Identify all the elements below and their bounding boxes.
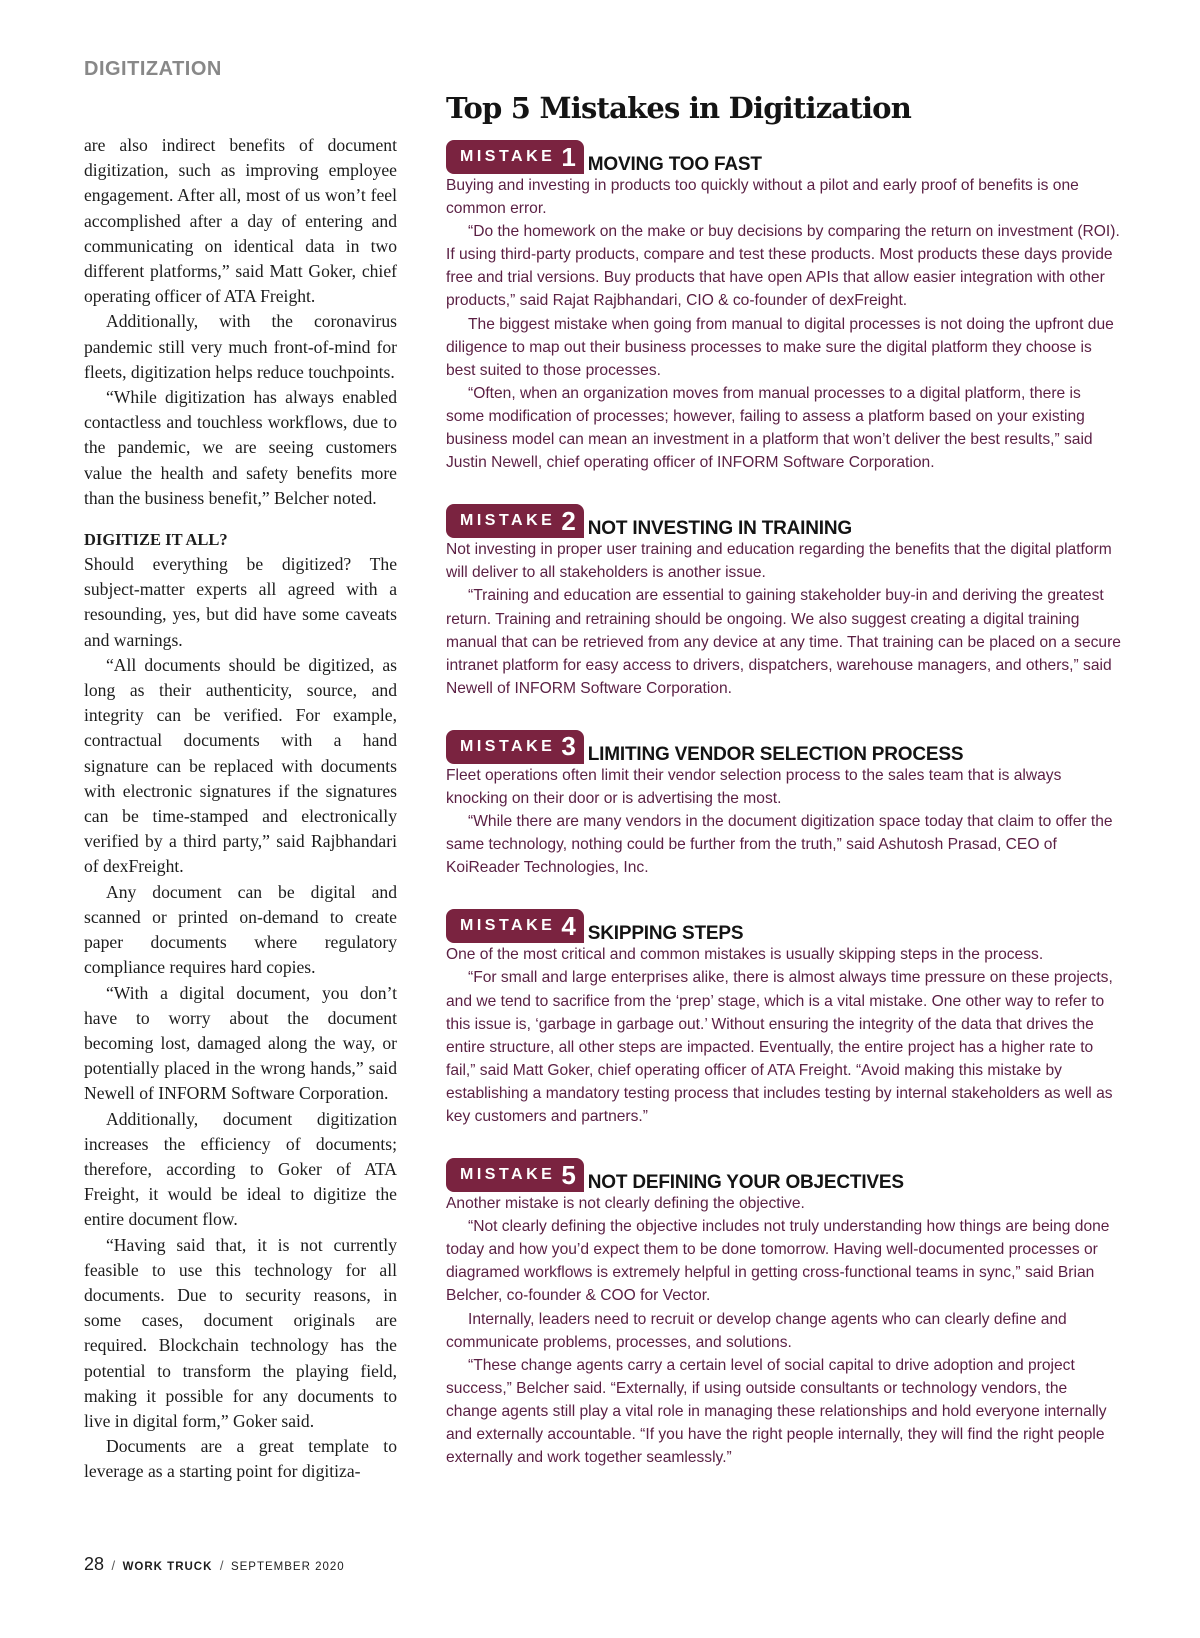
mistake-paragraph: Internally, leaders need to recruit or develop change agents who can clearly define and communicate problems, processes, and solutions.	[446, 1310, 1067, 1351]
mistake-paragraph: “Not clearly defining the objective includes not truly understanding how things are being done today and how you’d expect them to be done tomorrow. Having well-documented processes or diagramed workflows is extremely helpful in getting cross-functional teams in sync,” said Brian Belcher, co-founder & COO for Vector.	[446, 1218, 1110, 1305]
mistake-number: 1	[561, 141, 576, 172]
mistake-body	[446, 1192, 1122, 1469]
mistake-header	[446, 730, 1122, 764]
article-paragraph: Documents are a great template to leverage as a starting point for digitiza-	[84, 1436, 397, 1482]
mistake-paragraph: “For small and large enterprises alike, there is almost always time pressure on these projects, and we tend to sacrifice from the ‘prep’ stage, which is a vital mistake. One other way to refer to this issue is, ‘garbage in garbage out.’ Without ensuring the integrity of the data that drives the entire structure, all other steps are impacted. Eventually, the entire project has a higher rate to fail,” said Matt Goker, chief operating officer of ATA Freight. “Avoid making this mistake by establishing a mandatory testing process that includes testing by internal stakeholders as well as key customers and partners.”	[446, 969, 1113, 1125]
mistake-badge	[446, 730, 584, 764]
mistake-body	[446, 764, 1122, 879]
page-footer	[84, 1554, 345, 1575]
mistake-badge	[446, 140, 584, 174]
mistake-badge-word: MISTAKE	[460, 1166, 556, 1184]
mistake-header	[446, 140, 1122, 174]
mistake-paragraph: Fleet operations often limit their vendor selection process to the sales team that is always knocking on their door or is advertising the most.	[446, 766, 1062, 807]
mistake-paragraph: The biggest mistake when going from manual to digital processes is not doing the upfront due diligence to map out their business processes to make sure the digital platform they choose is best suited to those processes.	[446, 315, 1114, 379]
mistake-item	[446, 504, 1122, 700]
article-paragraph: Any document can be digital and scanned or printed on-demand to create paper documents where regulatory compliance requires hard copies.	[84, 881, 397, 978]
mistake-paragraph: Buying and investing in products too quickly without a pilot and early proof of benefits is one common error.	[446, 177, 1079, 218]
mistake-paragraph: “While there are many vendors in the document digitization space today that claim to offer the same technology, nothing could be further from the truth,” said Ashutosh Prasad, CEO of KoiReader Technologies, Inc.	[446, 813, 1113, 877]
footer-separator: /	[111, 1558, 116, 1573]
mistake-item	[446, 140, 1122, 474]
article-paragraph: Additionally, with the coronavirus pandemic still very much front-of-mind for fleets, digitization helps reduce touchpoints.	[84, 311, 397, 382]
mistake-body	[446, 174, 1122, 474]
mistake-number: 4	[561, 910, 576, 941]
mistake-badge-word: MISTAKE	[460, 737, 556, 755]
mistake-header	[446, 504, 1122, 538]
mistake-header	[446, 909, 1122, 943]
mistake-header	[446, 1158, 1122, 1192]
mistake-number: 5	[561, 1159, 576, 1190]
mistake-badge-word: MISTAKE	[460, 512, 556, 530]
mistake-paragraph: “These change agents carry a certain level of social capital to drive adoption and project success,” Belcher said. “Externally, if using outside consultants or technology vendors, the change agents still play a vital role in managing these relationships and hold everyone internally and externally accountable. “If you have the right people internally, they will find the right people externally and work together seamlessly.”	[446, 1356, 1107, 1467]
mistake-body	[446, 943, 1122, 1128]
section-label: DIGITIZATION	[84, 58, 222, 80]
article-paragraph: “With a digital document, you don’t have to worry about the document becoming lost, damaged along the way, or potentially placed in the wrong hands,” said Newell of INFORM Software Corporation.	[84, 982, 397, 1104]
mistake-badge-word: MISTAKE	[460, 148, 556, 165]
article-paragraph: “While digitization has always enabled contactless and touchless workflows, due to the pandemic, we are seeing customers value the health and safety benefits more than the business benefit,” Belcher noted.	[84, 387, 397, 508]
mistake-paragraph: “Do the homework on the make or buy decisions by comparing the return on investment (ROI). If using third-party products, compare and test these products. Most products these days provide free and trial versions. Buy products that have open APIs that allow easier integration with other products,” said Rajat Rajbhandari, CIO & co-founder of dexFreight.	[446, 223, 1120, 310]
mistake-body	[446, 538, 1122, 700]
magazine-name: WORK TRUCK	[122, 1561, 213, 1573]
main-article-column	[84, 133, 397, 1485]
mistake-title: LIMITING VENDOR SELECTION PROCESS	[587, 743, 964, 765]
sidebar-title: Top 5 Mistakes in Digitization	[446, 91, 912, 125]
article-paragraph: are also indirect benefits of document digitization, such as improving employee engagement. After all, most of us won’t feel accomplished after a day of entering and communicating on identical data in two different platforms,” said Matt Goker, chief operating officer of ATA Freight.	[84, 135, 397, 307]
mistake-number: 3	[561, 731, 576, 762]
mistake-badge	[446, 909, 584, 943]
mistake-item	[446, 909, 1122, 1128]
mistake-title: MOVING TOO FAST	[587, 154, 762, 175]
mistake-number: 2	[561, 505, 576, 536]
mistake-badge	[446, 504, 584, 538]
mistake-badge	[446, 1158, 584, 1192]
sidebar-box	[446, 88, 1122, 1499]
article-subheading: DIGITIZE IT ALL?	[84, 530, 228, 550]
mistakes-list	[446, 140, 1122, 1469]
mistake-paragraph: “Often, when an organization moves from manual processes to a digital platform, there is some modification of processes; however, failing to assess a platform based on your existing business model can mean an investment in a platform that won’t deliver the best results,” said Justin Newell, chief operating officer of INFORM Software Corporation.	[446, 384, 1093, 472]
issue-date: SEPTEMBER 2020	[230, 1561, 345, 1573]
article-paragraph: “All documents should be digitized, as long as their authenticity, source, and integrity can be verified. For example, contractual documents with a hand signature can be replaced with documents with electronic signatures if the signatures can be time-stamped and electronically verified by a third party,” said Rajbhandari of dexFreight.	[84, 654, 397, 877]
page-number: 28	[84, 1554, 105, 1574]
mistake-title: NOT DEFINING YOUR OBJECTIVES	[587, 1172, 904, 1194]
mistake-title: SKIPPING STEPS	[587, 923, 744, 945]
mistake-paragraph: Another mistake is not clearly defining the objective.	[446, 1195, 805, 1213]
mistake-paragraph: Not investing in proper user training and education regarding the benefits that the digital platform will deliver to all stakeholders is another issue.	[446, 541, 1112, 582]
article-paragraph: Should everything be digitized? The subject-matter experts all agreed with a resounding, yes, but did have some caveats and warnings.	[84, 554, 397, 650]
mistake-title: NOT INVESTING IN TRAINING	[587, 518, 852, 540]
mistake-paragraph: “Training and education are essential to gaining stakeholder buy-in and deriving the greatest return. Training and retraining should be ongoing. We also suggest creating a digital training manual that can be retrieved from any device at any time. That training can be placed on a secure intranet platform for easy access to drivers, dispatchers, warehouse managers, and others,” said Newell of INFORM Software Corporation.	[446, 587, 1121, 697]
mistake-item	[446, 730, 1122, 879]
mistake-item	[446, 1158, 1122, 1469]
footer-separator: /	[219, 1558, 224, 1573]
mistake-paragraph: One of the most critical and common mistakes is usually skipping steps in the process.	[446, 946, 1044, 964]
article-paragraph: Additionally, document digitization increases the efficiency of documents; therefore, according to Goker of ATA Freight, it would be ideal to digitize the entire document flow.	[84, 1108, 397, 1230]
article-paragraph: “Having said that, it is not currently feasible to use this technology for all documents. Due to security reasons, in some cases, document originals are required. Blockchain technology has the potential to transform the playing field, making it possible for any documents to live in digital form,” Goker said.	[84, 1234, 397, 1431]
mistake-badge-word: MISTAKE	[460, 917, 556, 935]
